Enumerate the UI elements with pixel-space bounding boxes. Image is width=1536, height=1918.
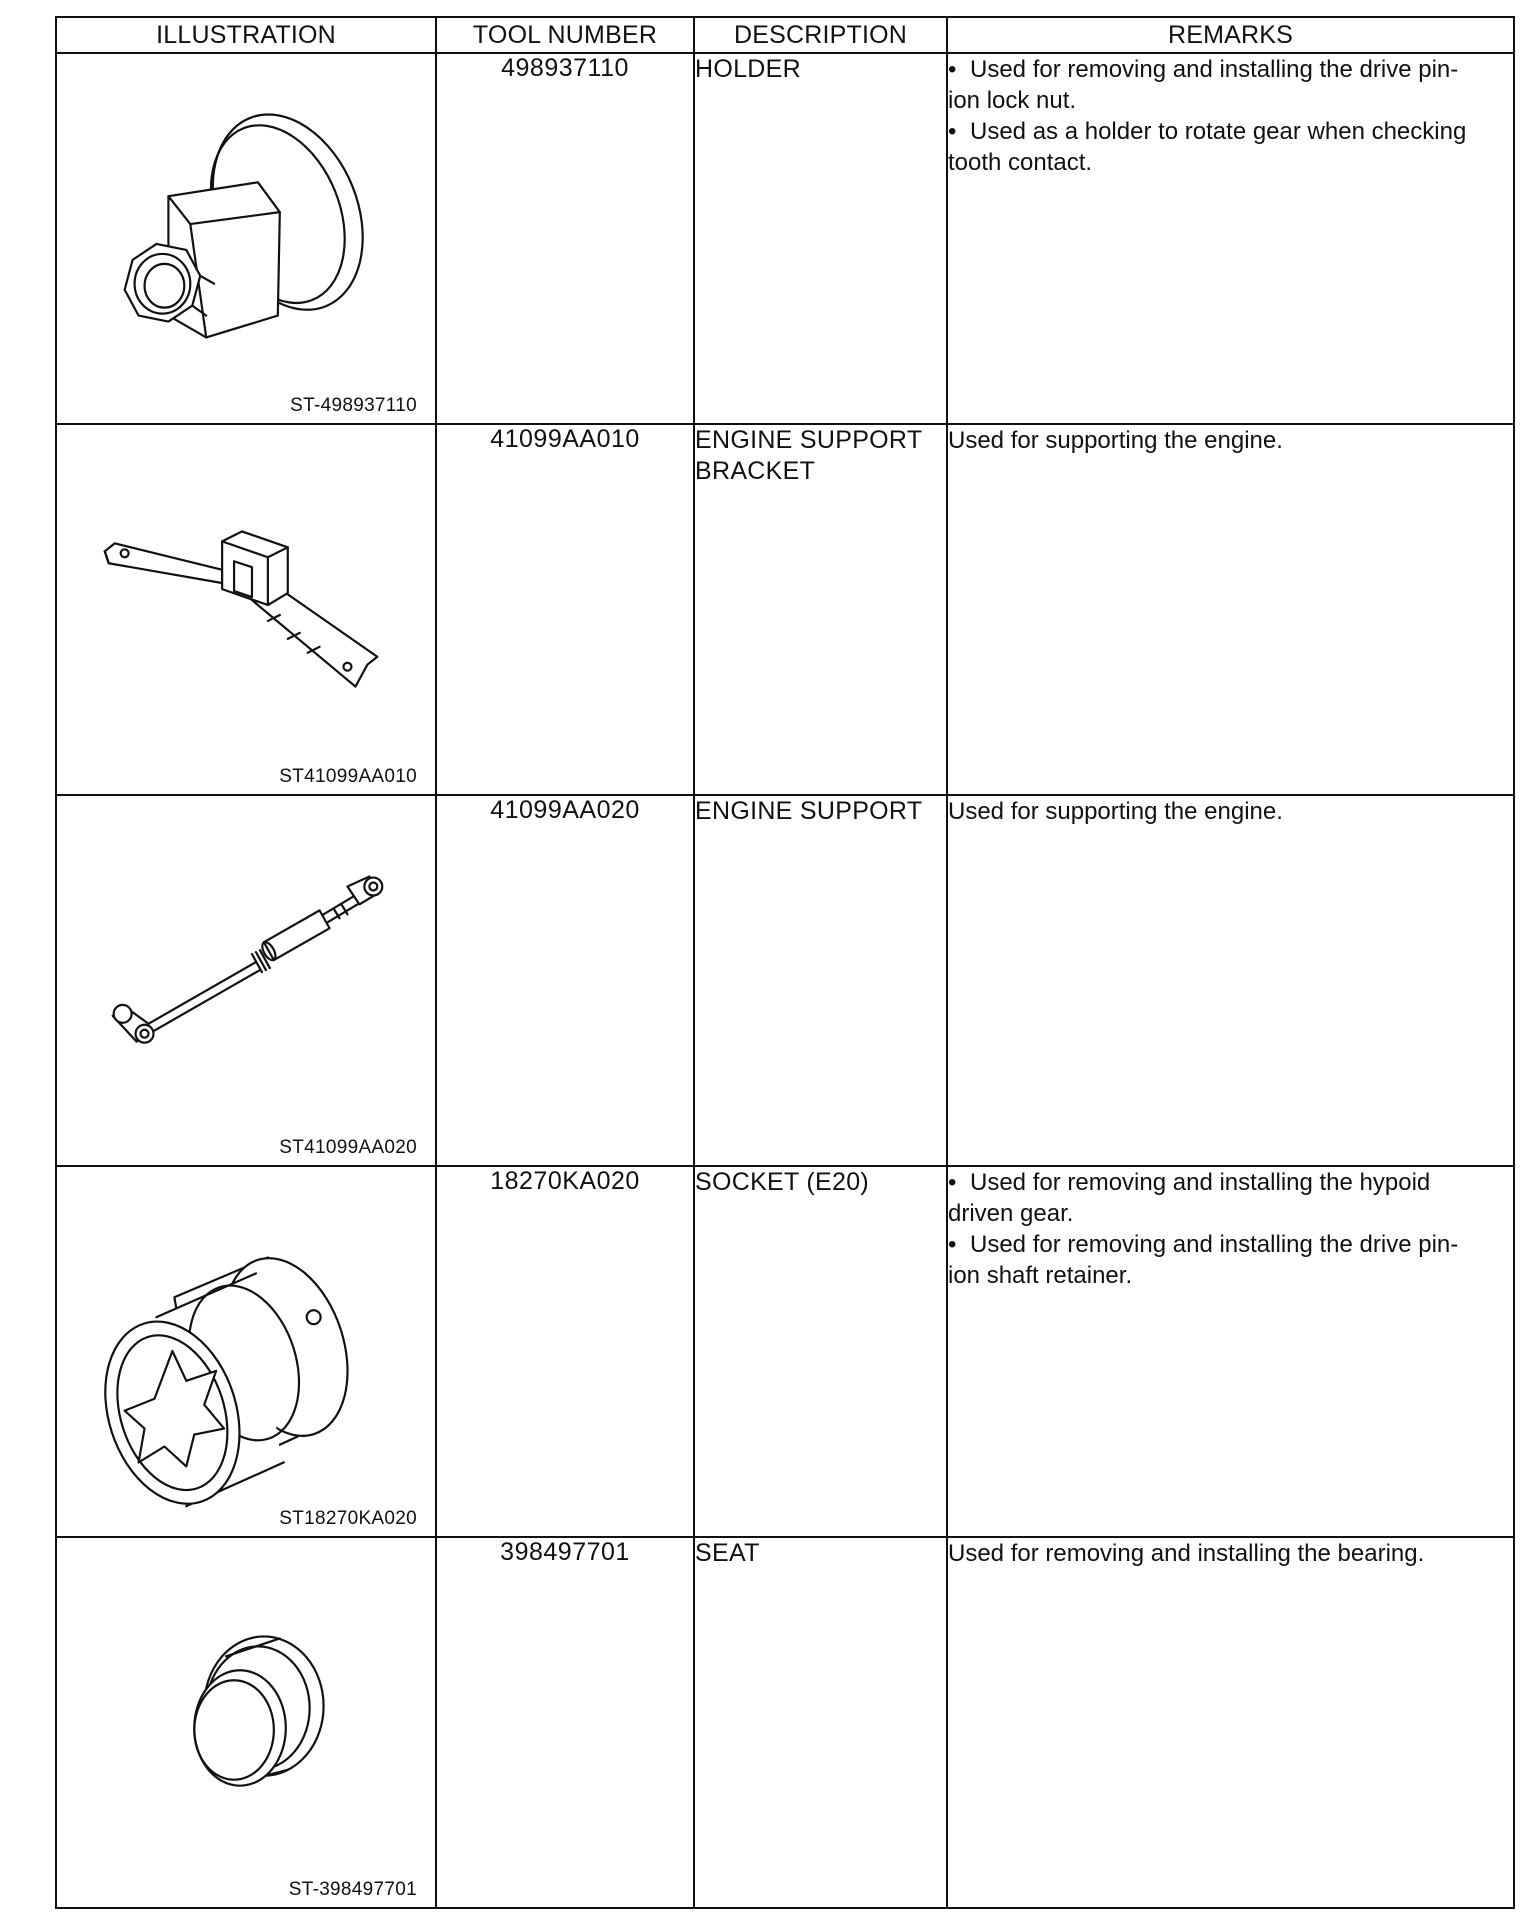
engine-support-bracket-drawing bbox=[57, 425, 435, 794]
image-code: ST41099AA020 bbox=[279, 1137, 417, 1158]
remark-item: Used for supporting the engine. bbox=[948, 798, 1283, 825]
socket-drawing bbox=[57, 1167, 435, 1536]
tool-remarks bbox=[947, 424, 1514, 795]
illustration-cell bbox=[56, 1166, 436, 1537]
tool-number: 18270KA020 bbox=[436, 1166, 694, 1537]
table-row bbox=[56, 53, 1514, 424]
tool-number: 398497701 bbox=[436, 1537, 694, 1908]
remark-item: Used for removing and installing the bearing. bbox=[948, 1540, 1425, 1567]
header-illustration: ILLUSTRATION bbox=[56, 17, 436, 53]
image-code: ST18270KA020 bbox=[279, 1508, 417, 1529]
tool-description: HOLDER bbox=[694, 53, 947, 424]
header-remarks: REMARKS bbox=[947, 17, 1514, 53]
illustration-cell bbox=[56, 795, 436, 1166]
remark-item: • Used for removing and installing the drive pin- ion shaft retainer. bbox=[948, 1229, 1513, 1291]
tool-number: 41099AA020 bbox=[436, 795, 694, 1166]
tool-description: ENGINE SUPPORT BRACKET bbox=[694, 424, 947, 795]
tool-number: 498937110 bbox=[436, 53, 694, 424]
header-tool-number: TOOL NUMBER bbox=[436, 17, 694, 53]
image-code: ST-398497701 bbox=[288, 1879, 417, 1900]
illustration-cell bbox=[56, 424, 436, 795]
tool-remarks bbox=[947, 1537, 1514, 1908]
tool-description: ENGINE SUPPORT bbox=[694, 795, 947, 1166]
table-row bbox=[56, 795, 1514, 1166]
tool-description: SOCKET (E20) bbox=[694, 1166, 947, 1537]
tool-description: SEAT bbox=[694, 1537, 947, 1908]
image-code: ST-498937110 bbox=[290, 395, 417, 416]
tool-remarks bbox=[947, 795, 1514, 1166]
illustration-cell bbox=[56, 53, 436, 424]
engine-support-rod-drawing bbox=[57, 796, 435, 1165]
remark-item: • Used as a holder to rotate gear when checking tooth contact. bbox=[948, 116, 1513, 178]
tool-remarks bbox=[947, 1166, 1514, 1537]
holder-tool-drawing bbox=[57, 54, 435, 423]
table-row bbox=[56, 1166, 1514, 1537]
special-tools-table bbox=[55, 16, 1515, 1909]
tool-remarks bbox=[947, 53, 1514, 424]
tool-number: 41099AA010 bbox=[436, 424, 694, 795]
table-header-row bbox=[56, 17, 1514, 53]
remark-item: Used for supporting the engine. bbox=[948, 427, 1283, 454]
table-row bbox=[56, 1537, 1514, 1908]
remark-item: • Used for removing and installing the hypoid driven gear. bbox=[948, 1167, 1513, 1229]
illustration-cell bbox=[56, 1537, 436, 1908]
table-row bbox=[56, 424, 1514, 795]
header-description: DESCRIPTION bbox=[694, 17, 947, 53]
seat-drawing bbox=[57, 1538, 435, 1907]
remark-item: • Used for removing and installing the drive pin- ion lock nut. bbox=[948, 54, 1513, 116]
image-code: ST41099AA010 bbox=[279, 766, 417, 787]
